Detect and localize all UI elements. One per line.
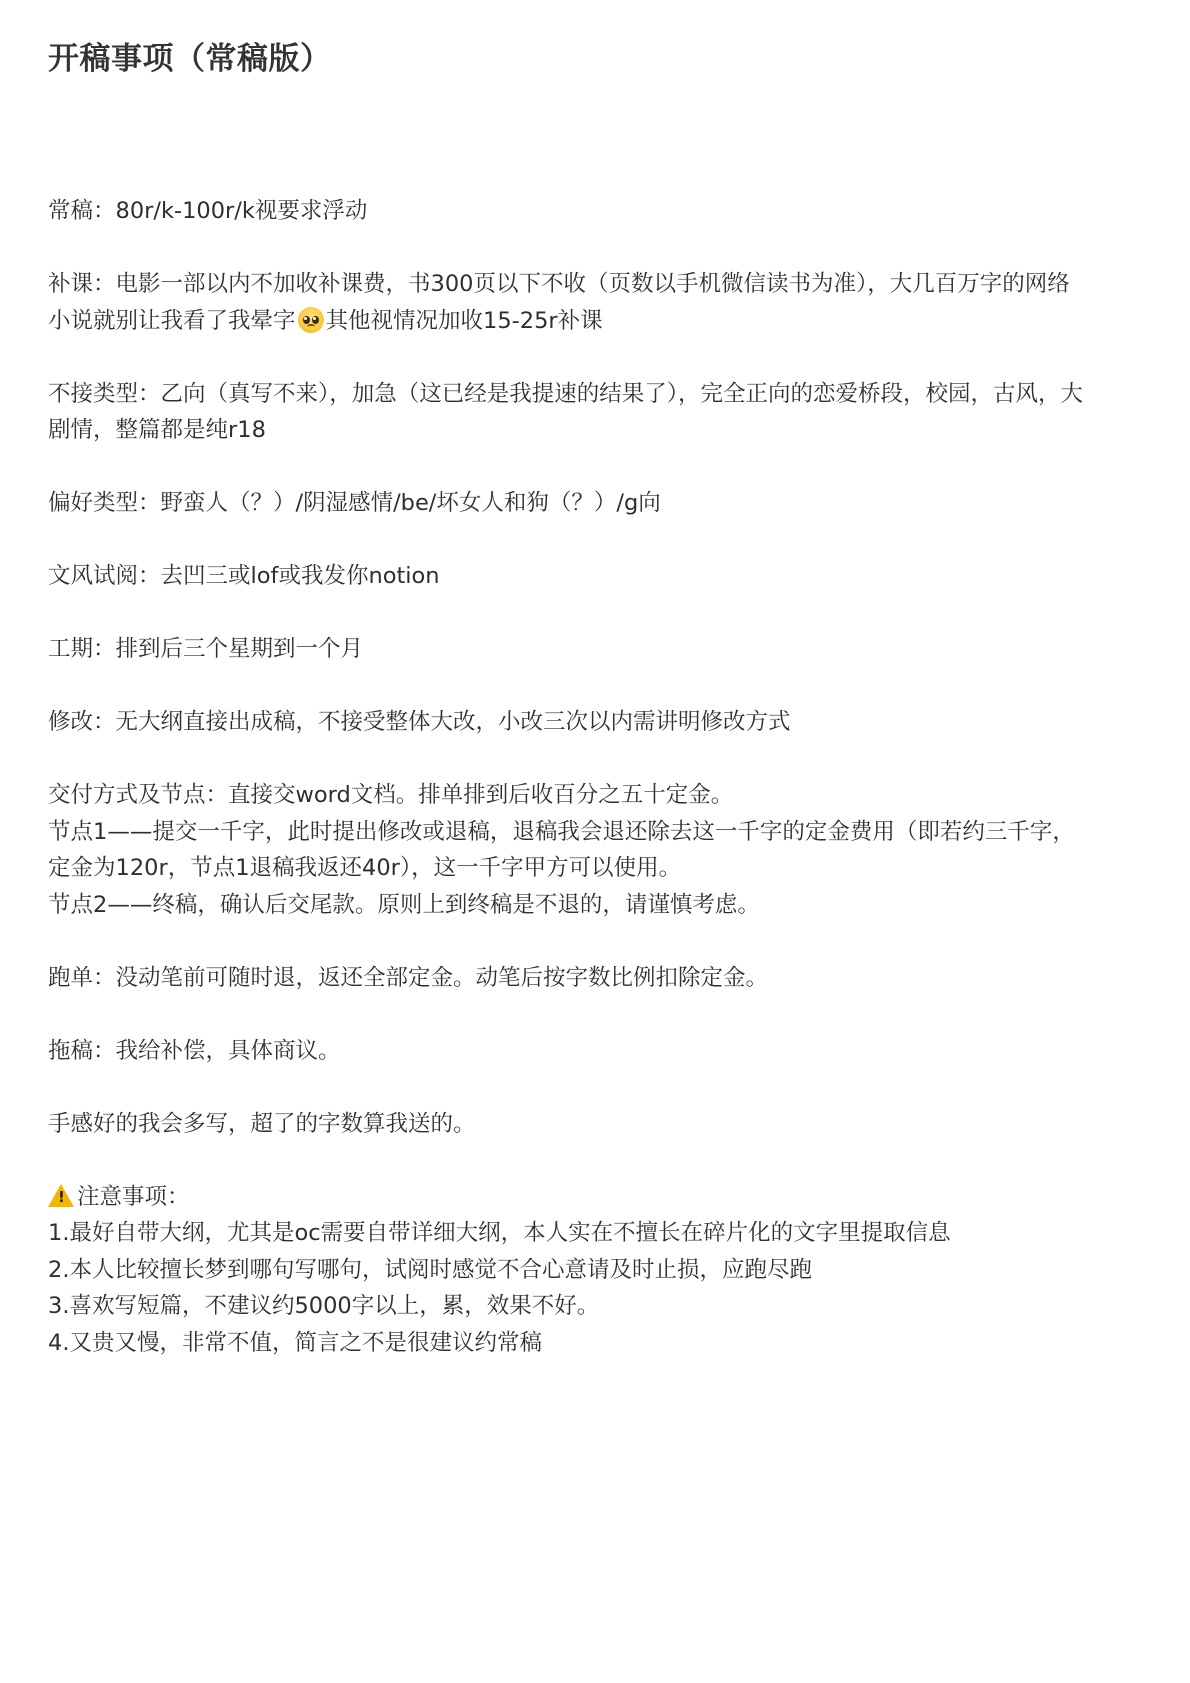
delay-text: 拖稿：我给补偿，具体商议。 [48, 1037, 341, 1064]
duration-paragraph [48, 631, 1138, 668]
delivery-line-3: 定金为120r，节点1退稿我返还40r），这一千字甲方可以使用。 [48, 855, 682, 881]
duration-text: 工期：排到后三个星期到一个月 [48, 636, 364, 662]
warning-icon [48, 1184, 74, 1207]
revision-text: 修改：无大纲直接出成稿，不接受整体大改，小改三次以内需讲明修改方式 [48, 709, 791, 735]
supplement-line-2a: 小说就别让我看了我晕字 [48, 307, 296, 334]
sample-paragraph [48, 558, 1138, 595]
note-2: 2.本人比较擅长梦到哪句写哪句，试阅时感觉不合心意请及时止损，应跑尽跑 [48, 1256, 812, 1283]
runaway-text: 跑单：没动笔前可随时退，返还全部定金。动笔后按字数比例扣除定金。 [48, 964, 769, 991]
note-4: 4.又贵又慢，非常不值，简言之不是很建议约常稿 [48, 1329, 542, 1356]
page-title: 开稿事项（常稿版） [48, 41, 332, 77]
reject-line-2: 剧情，整篇都是纯r18 [48, 417, 266, 443]
supplement-line-2b: 其他视情况加收15-25r补课 [325, 307, 603, 334]
delivery-line-4: 节点2——终稿，确认后交尾款。原则上到终稿是不退的，请谨慎考虑。 [48, 891, 760, 918]
bonus-text: 手感好的我会多写，超了的字数算我送的。 [48, 1110, 476, 1137]
runaway-paragraph [48, 960, 1138, 997]
bonus-paragraph [48, 1106, 1138, 1143]
reject-line-1: 不接类型：乙向（真写不来），加急（这已经是我提速的结果了），完全正向的恋爱桥段，校园，古风，大 [48, 380, 1084, 407]
delivery-paragraph [48, 777, 1138, 923]
delivery-line-1: 交付方式及节点：直接交word文档。排单排到后收百分之五十定金。 [48, 782, 734, 808]
notes-heading [48, 1179, 1138, 1216]
notes-paragraph [48, 1179, 1138, 1362]
prefer-text: 偏好类型：野蛮人（？）/阴湿感情/be/坏女人和狗（？）/g向 [48, 490, 661, 516]
supplement-line-2 [48, 303, 1138, 340]
supplement-line-1: 补课：电影一部以内不加收补课费，书300页以下不收（页数以手机微信读书为准），大几百万字的网络 [48, 271, 1070, 297]
revision-paragraph [48, 704, 1138, 741]
reject-paragraph [48, 376, 1138, 449]
prefer-paragraph [48, 485, 1138, 522]
pleading-face-icon [298, 307, 324, 333]
sample-text: 文风试阅：去凹三或lof或我发你notion [48, 563, 440, 589]
note-3: 3.喜欢写短篇，不建议约5000字以上，累，效果不好。 [48, 1293, 600, 1319]
supplement-paragraph [48, 266, 1138, 339]
document-body [48, 193, 1138, 1398]
notes-heading-text: 注意事项： [77, 1183, 190, 1210]
delay-paragraph [48, 1033, 1138, 1070]
note-1: 1.最好自带大纲，尤其是oc需要自带详细大纲，本人实在不擅长在碎片化的文字里提取信息 [48, 1220, 951, 1246]
delivery-line-2: 节点1——提交一千字，此时提出修改或退稿，退稿我会退还除去这一千字的定金费用（即若约三千字， [48, 818, 1075, 845]
price-paragraph [48, 193, 1138, 230]
price-text: 常稿：80r/k-100r/k视要求浮动 [48, 198, 368, 224]
